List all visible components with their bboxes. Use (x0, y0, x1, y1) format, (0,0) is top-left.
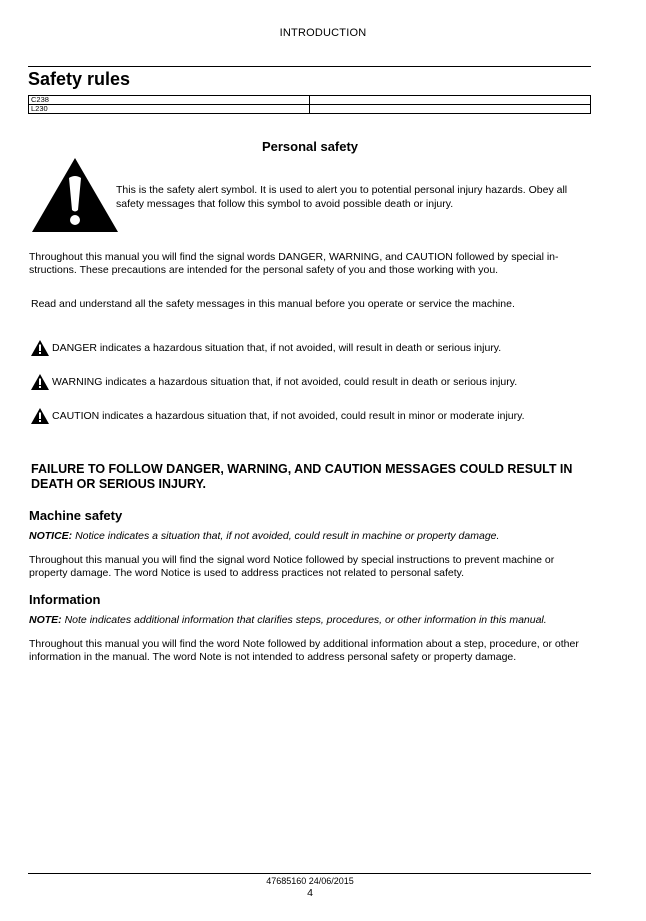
warning-line (31, 374, 517, 390)
footer-rule (28, 873, 591, 874)
table-row (29, 96, 591, 105)
safety-alert-large-icon (30, 156, 120, 234)
header-rule (28, 66, 591, 67)
note-label: NOTE: (29, 614, 62, 626)
warning-alert-icon (31, 374, 49, 390)
failure-warning: FAILURE TO FOLLOW DANGER, WARNING, AND CAUTION MESSAGES COULD RESULT IN DEATH OR SERIOUS INJURY. (31, 462, 573, 491)
notice-text: Notice indicates a situation that, if not avoided, could result in machine or property damage. (75, 530, 500, 542)
running-header: INTRODUCTION (279, 27, 367, 39)
model-code-cell: C238 (29, 96, 310, 105)
notice-definition (29, 530, 592, 543)
caution-line (31, 408, 525, 424)
table-row (29, 105, 591, 114)
caution-text: CAUTION indicates a hazardous situation that, if not avoided, could result in minor or moderate injury. (52, 410, 525, 422)
danger-line (31, 340, 501, 356)
note-paragraph: Throughout this manual you will find the word Note followed by additional information about a step, procedure, or other information in the manual. The word Note is not intended to address personal safety or property damage. (29, 638, 579, 663)
model-value-cell (310, 105, 591, 114)
signal-words-paragraph: Throughout this manual you will find the signal words DANGER, WARNING, and CAUTION followed by special in-structions. These precautions are intended for the personal safety of you and those working with you. (29, 251, 559, 276)
machine-safety-heading: Machine safety (29, 508, 123, 523)
read-messages-paragraph: Read and understand all the safety messages in this manual before you operate or service the machine. (31, 298, 515, 310)
note-text: Note indicates additional information that clarifies steps, procedures, or other information in this manual. (64, 614, 547, 626)
notice-label: NOTICE: (29, 530, 73, 542)
page-number: 4 (307, 887, 313, 899)
alert-symbol-text: This is the safety alert symbol. It is used to alert you to potential personal injury hazards. Obey all safety messages that follow this symbol to avoid possible death or injury. (116, 184, 568, 210)
model-code-cell: L230 (29, 105, 310, 114)
caution-alert-icon (31, 408, 49, 424)
information-heading: Information (29, 592, 101, 607)
page-title: Safety rules (28, 69, 131, 89)
model-table (28, 95, 591, 114)
personal-safety-heading: Personal safety (261, 139, 359, 154)
document-code: 47685160 24/06/2015 (266, 876, 354, 886)
model-value-cell (310, 96, 591, 105)
danger-text: DANGER indicates a hazardous situation that, if not avoided, will result in death or serious injury. (52, 342, 502, 354)
danger-alert-icon (31, 340, 49, 356)
notice-paragraph: Throughout this manual you will find the signal word Notice followed by special instructions to prevent machine or property damage. The word Notice is used to address practices not related to personal safety. (29, 554, 555, 579)
note-definition (29, 614, 592, 627)
warning-text: WARNING indicates a hazardous situation that, if not avoided, could result in death or serious injury. (52, 376, 518, 388)
